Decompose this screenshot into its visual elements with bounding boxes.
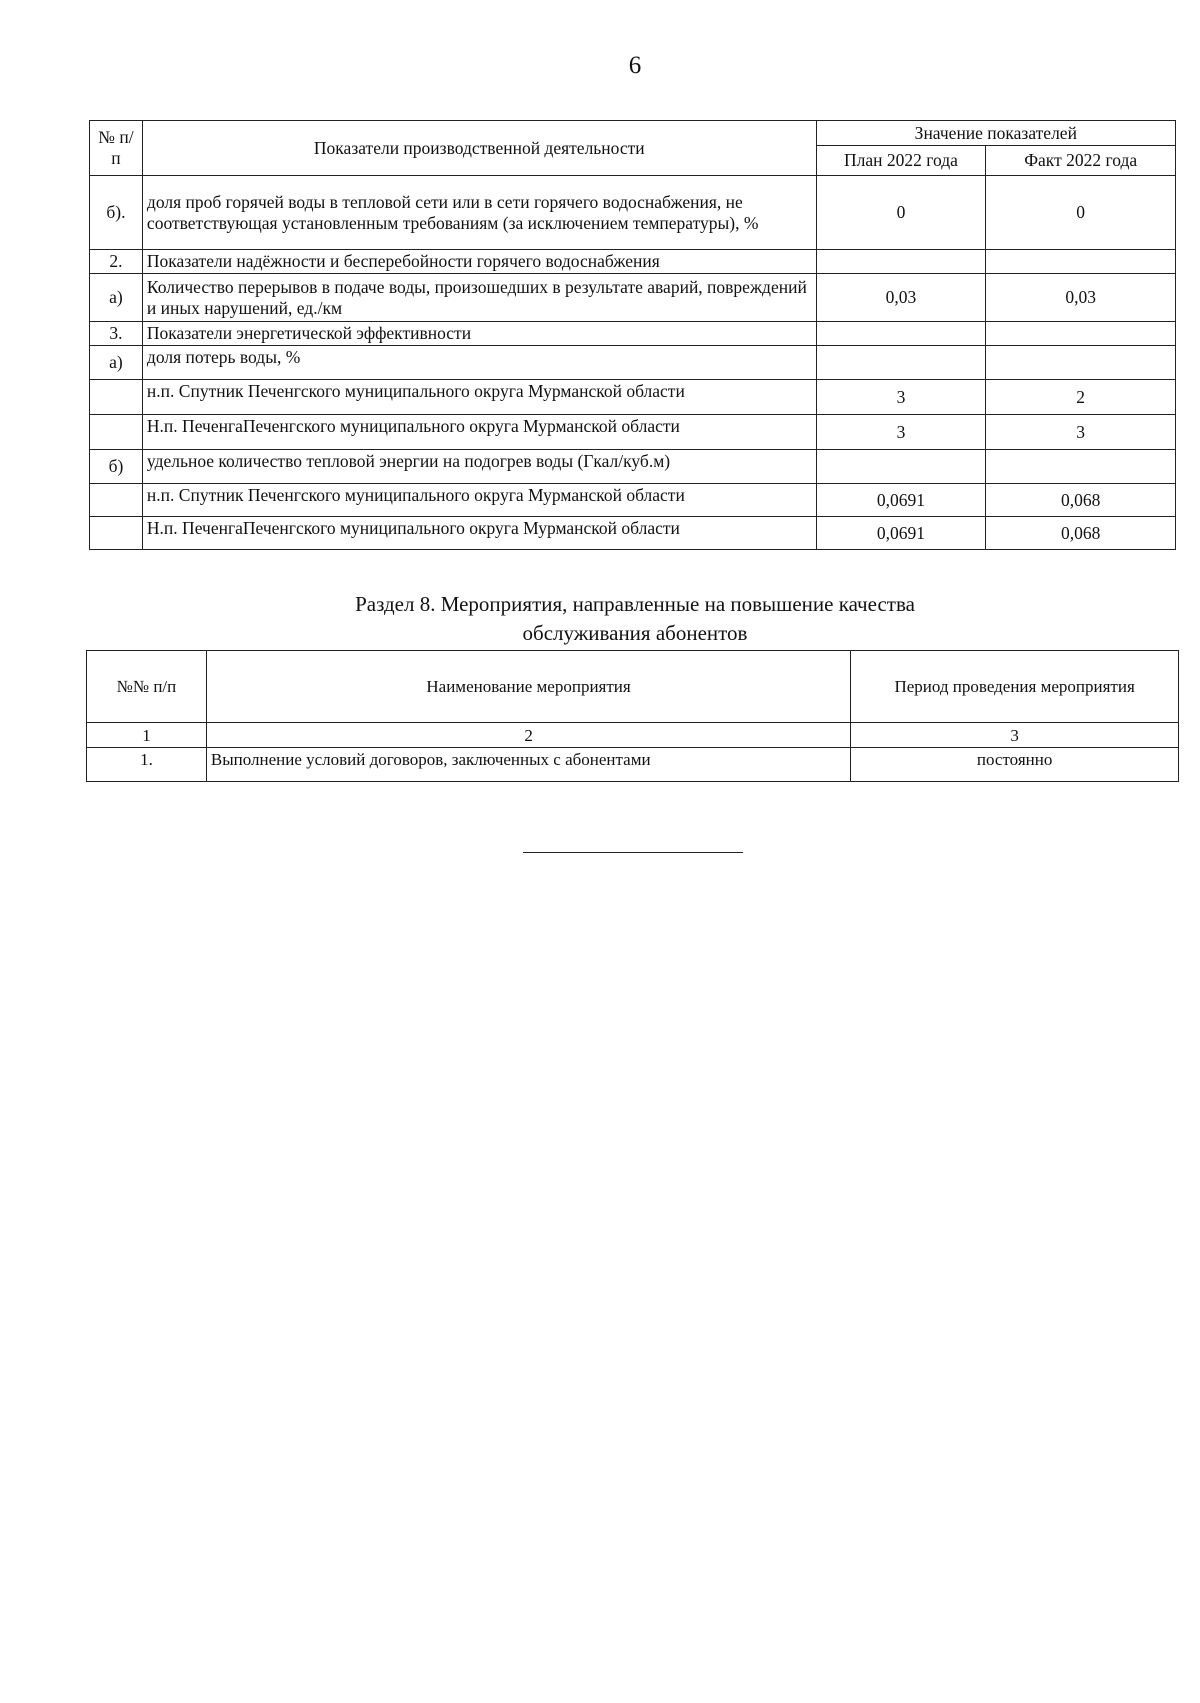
row-plan: 0,0691 — [816, 484, 986, 517]
row-fact: 0,068 — [986, 484, 1176, 517]
row-plan — [816, 250, 986, 274]
header-values-group: Значение показателей — [816, 121, 1175, 146]
row-text: н.п. Спутник Печенгского муниципального округа Мурманской области — [142, 484, 816, 517]
header-period: Период проведения мероприятия — [851, 651, 1179, 723]
row-plan: 0 — [816, 176, 986, 250]
row-num: а) — [90, 346, 143, 380]
row-num: 3. — [90, 322, 143, 346]
section8-title-line2: обслуживания абонентов — [522, 621, 748, 645]
row-num: 2. — [90, 250, 143, 274]
row-fact — [986, 450, 1176, 484]
table-row — [90, 484, 1176, 517]
table-row — [90, 415, 1176, 450]
section8-title — [0, 590, 1200, 648]
row-num — [90, 380, 143, 415]
row-text: Показатели надёжности и бесперебойности горячего водоснабжения — [142, 250, 816, 274]
row-period: постоянно — [851, 748, 1179, 782]
row-text: доля потерь воды, % — [142, 346, 816, 380]
row-fact: 0,03 — [986, 274, 1176, 322]
header-num: № п/п — [90, 121, 143, 176]
row-fact: 0,068 — [986, 517, 1176, 550]
table-row — [90, 274, 1176, 322]
row-text: н.п. Спутник Печенгского муниципального округа Мурманской области — [142, 380, 816, 415]
index-row — [87, 723, 1179, 748]
measures-table — [86, 650, 1179, 782]
row-plan: 0,03 — [816, 274, 986, 322]
row-plan — [816, 346, 986, 380]
table-row — [90, 322, 1176, 346]
row-plan — [816, 322, 986, 346]
row-text: Количество перерывов в подаче воды, произошедших в результате аварий, повреждений и иных нарушений, ед./км — [142, 274, 816, 322]
closing-rule — [523, 852, 743, 853]
row-num — [90, 415, 143, 450]
row-plan — [816, 450, 986, 484]
header-name: Наименование мероприятия — [206, 651, 850, 723]
page-number: 6 — [628, 52, 642, 79]
row-num — [90, 484, 143, 517]
row-text: удельное количество тепловой энергии на подогрев воды (Гкал/куб.м) — [142, 450, 816, 484]
row-num — [90, 517, 143, 550]
row-text: Показатели энергетической эффективности — [142, 322, 816, 346]
index-c1: 1 — [87, 723, 207, 748]
row-num: б). — [90, 176, 143, 250]
row-text: Н.п. ПеченгаПеченгского муниципального округа Мурманской области — [142, 517, 816, 550]
table-row — [90, 450, 1176, 484]
row-plan: 3 — [816, 380, 986, 415]
row-fact: 2 — [986, 380, 1176, 415]
indicators-table — [89, 120, 1176, 550]
row-fact — [986, 250, 1176, 274]
index-c2: 2 — [206, 723, 850, 748]
row-plan: 0,0691 — [816, 517, 986, 550]
row-fact — [986, 346, 1176, 380]
table-row — [90, 380, 1176, 415]
table-row — [87, 748, 1179, 782]
header-plan: План 2022 года — [816, 146, 986, 176]
table-row — [90, 346, 1176, 380]
header-fact: Факт 2022 года — [986, 146, 1176, 176]
index-c3: 3 — [851, 723, 1179, 748]
header-indicator: Показатели производственной деятельности — [142, 121, 816, 176]
row-fact: 0 — [986, 176, 1176, 250]
row-num: 1. — [87, 748, 207, 782]
row-num: а) — [90, 274, 143, 322]
table-row — [90, 517, 1176, 550]
header-num: №№ п/п — [87, 651, 207, 723]
table-row — [90, 176, 1176, 250]
section8-title-line1: Раздел 8. Мероприятия, направленные на повышение качества — [355, 592, 915, 616]
table-row — [90, 250, 1176, 274]
row-plan: 3 — [816, 415, 986, 450]
row-text: Н.п. ПеченгаПеченгского муниципального округа Мурманской области — [142, 415, 816, 450]
row-num: б) — [90, 450, 143, 484]
row-fact — [986, 322, 1176, 346]
row-text: доля проб горячей воды в тепловой сети или в сети горячего водоснабжения, не соответствующая установленным требованиям (за исключением температуры), % — [142, 176, 816, 250]
row-name: Выполнение условий договоров, заключенных с абонентами — [206, 748, 850, 782]
row-fact: 3 — [986, 415, 1176, 450]
